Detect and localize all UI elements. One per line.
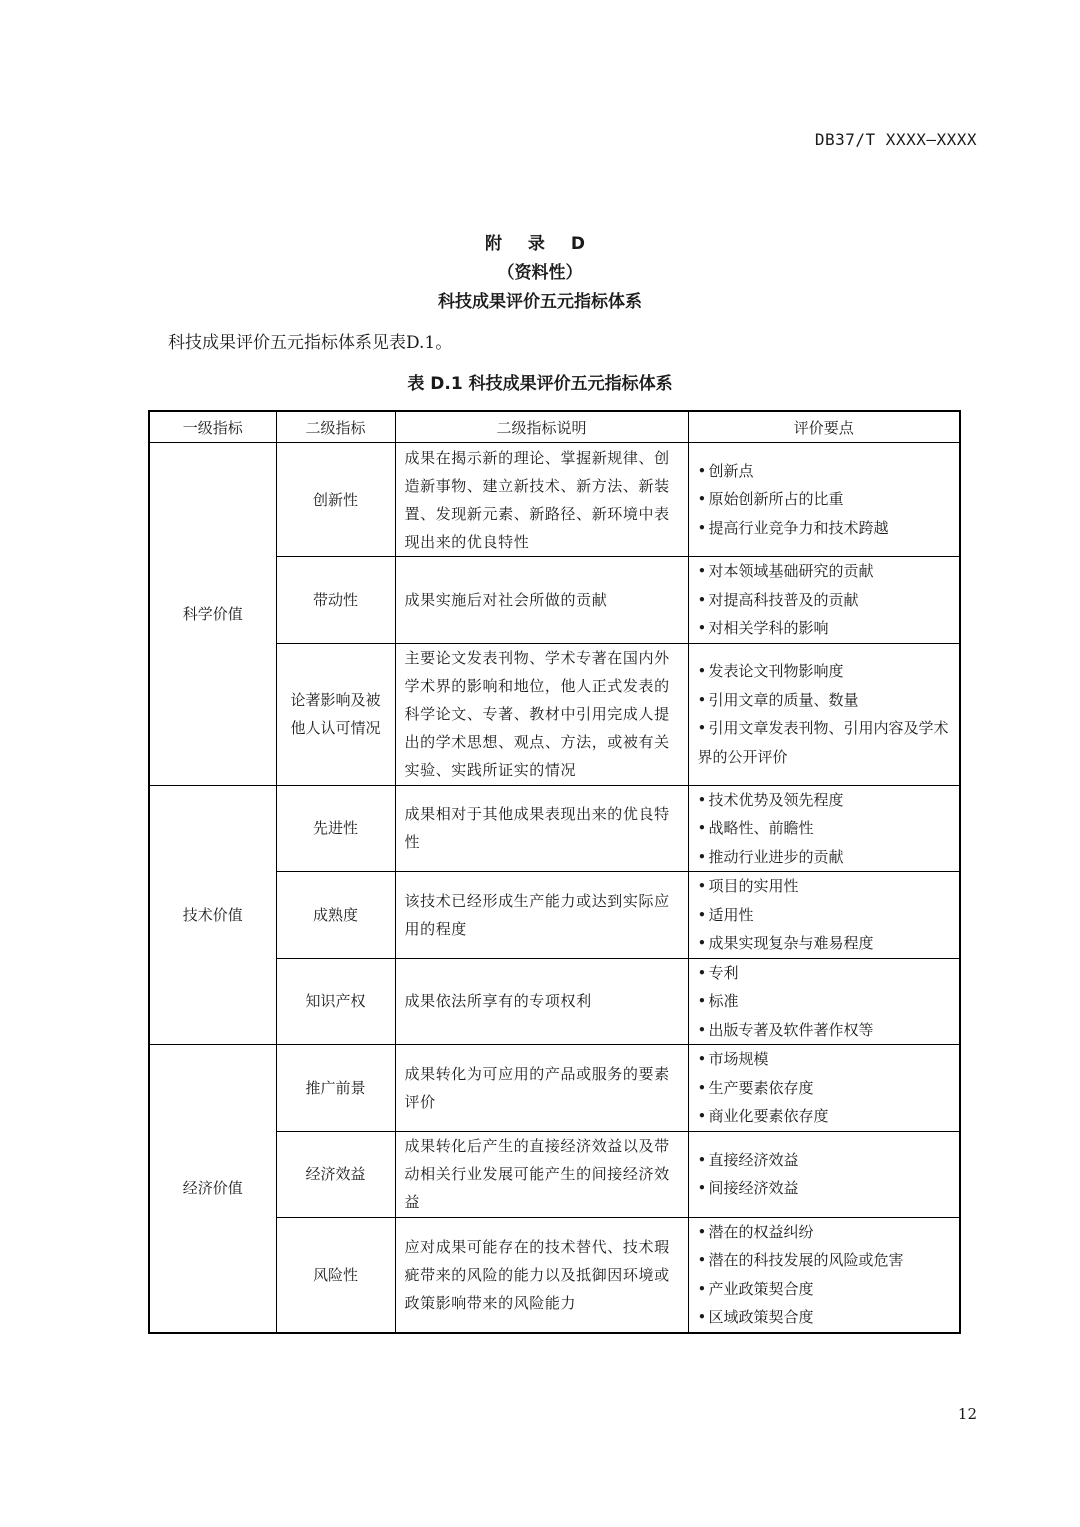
- bullet-icon: •: [697, 847, 707, 866]
- evaluation-point: [698, 557, 954, 586]
- bullet-icon: •: [697, 1179, 707, 1197]
- indicator-table: [148, 410, 961, 1334]
- bullet-icon: •: [697, 1020, 707, 1039]
- evaluation-point-text: 生产要素依存度: [708, 1078, 814, 1097]
- bullet-icon: •: [697, 1078, 707, 1097]
- indicator-description: 成果相对于其他成果表现出来的优良特性: [395, 785, 688, 872]
- evaluation-points: [688, 958, 960, 1045]
- evaluation-point: [698, 959, 954, 988]
- evaluation-point-text: 潜在的权益纠纷: [708, 1222, 814, 1241]
- bullet-icon: •: [697, 905, 707, 924]
- evaluation-point: [698, 1045, 954, 1074]
- bullet-icon: •: [697, 518, 707, 537]
- evaluation-point: [698, 1246, 954, 1275]
- evaluation-point: [698, 843, 954, 872]
- evaluation-point-text: 区域政策契合度: [708, 1308, 814, 1326]
- evaluation-point-text: 直接经济效益: [708, 1150, 799, 1169]
- evaluation-point: [698, 987, 954, 1016]
- bullet-icon: •: [697, 877, 707, 895]
- evaluation-point-text: 对本领域基础研究的贡献: [708, 562, 874, 580]
- indicator-description: 应对成果可能存在的技术替代、技术瑕疵带来的风险的能力以及抵御因环境或政策影响带来的风险能力: [395, 1217, 688, 1333]
- bullet-icon: •: [697, 719, 707, 737]
- evaluation-points: [688, 785, 960, 872]
- table-body: [149, 443, 960, 1333]
- indicator-description: 主要论文发表刊物、学术专著在国内外学术界的影响和地位，他人正式发表的科学论文、专著、教材中引用完成人提出的学术思想、观点、方法，或被有关实验、实践所证实的情况: [395, 643, 688, 785]
- evaluation-points: [688, 1131, 960, 1217]
- evaluation-point-text: 原始创新所占的比重: [708, 490, 844, 509]
- evaluation-point: [698, 714, 954, 771]
- level1-indicator: 科学价值: [149, 443, 276, 786]
- appendix-kind: （资料性）: [497, 263, 583, 283]
- indicator-description: 成果实施后对社会所做的贡献: [395, 557, 688, 644]
- bullet-icon: •: [697, 963, 707, 982]
- level2-indicator: 先进性: [276, 785, 395, 872]
- evaluation-points: [688, 1217, 960, 1333]
- header-points: 评价要点: [688, 411, 960, 443]
- evaluation-point-text: 技术优势及领先程度: [708, 790, 844, 809]
- evaluation-point-text: 市场规模: [708, 1050, 769, 1068]
- level2-indicator: 知识产权: [276, 958, 395, 1045]
- intro-paragraph: 科技成果评价五元指标体系见表D.1。: [168, 333, 453, 353]
- bullet-icon: •: [697, 1150, 707, 1169]
- evaluation-point-text: 战略性、前瞻性: [708, 819, 814, 837]
- evaluation-point-text: 成果实现复杂与难易程度: [708, 934, 874, 952]
- evaluation-point-text: 专利: [708, 963, 739, 982]
- bullet-icon: •: [697, 461, 707, 480]
- table-caption: 表 D.1 科技成果评价五元指标体系: [407, 374, 673, 394]
- indicator-description: 该技术已经形成生产能力或达到实际应用的程度: [395, 872, 688, 959]
- evaluation-points: [688, 643, 960, 785]
- evaluation-point: [698, 614, 954, 643]
- evaluation-point-text: 创新点: [708, 461, 754, 480]
- indicator-description: 成果依法所享有的专项权利: [395, 958, 688, 1045]
- evaluation-point-text: 产业政策契合度: [708, 1279, 814, 1298]
- evaluation-point-text: 提高行业竞争力和技术跨越: [708, 518, 889, 537]
- evaluation-points: [688, 443, 960, 557]
- table-header-row: [149, 411, 960, 443]
- bullet-icon: •: [697, 490, 707, 509]
- level2-indicator: 经济效益: [276, 1131, 395, 1217]
- evaluation-point-text: 引用文章的质量、数量: [708, 690, 859, 709]
- level2-indicator: 推广前景: [276, 1045, 395, 1132]
- bullet-icon: •: [697, 562, 707, 580]
- bullet-icon: •: [697, 1251, 707, 1269]
- bullet-icon: •: [697, 619, 707, 637]
- evaluation-point: [698, 1102, 954, 1131]
- appendix-title: 附 录 D: [485, 234, 595, 254]
- evaluation-point: [698, 514, 954, 543]
- evaluation-point: [698, 485, 954, 514]
- evaluation-point-text: 标准: [708, 992, 739, 1010]
- level1-indicator: 经济价值: [149, 1045, 276, 1333]
- table-row: [149, 785, 960, 872]
- bullet-icon: •: [697, 1050, 707, 1068]
- level2-indicator: 创新性: [276, 443, 395, 557]
- level2-indicator: 带动性: [276, 557, 395, 644]
- evaluation-point: [698, 929, 954, 958]
- evaluation-point-text: 项目的实用性: [708, 877, 799, 895]
- evaluation-point: [698, 1218, 954, 1247]
- evaluation-point: [698, 1275, 954, 1304]
- level2-indicator: 风险性: [276, 1217, 395, 1333]
- bullet-icon: •: [697, 1308, 707, 1326]
- evaluation-point: [698, 814, 954, 843]
- level2-indicator: 论著影响及被他人认可情况: [276, 643, 395, 785]
- evaluation-point-text: 商业化要素依存度: [708, 1107, 829, 1125]
- header-level2: 二级指标: [276, 411, 395, 443]
- evaluation-points: [688, 872, 960, 959]
- bullet-icon: •: [697, 790, 707, 809]
- bullet-icon: •: [697, 1279, 707, 1298]
- indicator-description: 成果在揭示新的理论、掌握新规律、创造新事物、建立新技术、新方法、新装置、发现新元素、新路径、新环境中表现出来的优良特性: [395, 443, 688, 557]
- evaluation-point-text: 对相关学科的影响: [708, 619, 829, 637]
- evaluation-point: [698, 786, 954, 815]
- evaluation-point-text: 间接经济效益: [708, 1179, 799, 1197]
- bullet-icon: •: [697, 934, 707, 952]
- page-number: 12: [957, 1405, 977, 1423]
- evaluation-point: [698, 1074, 954, 1103]
- level2-indicator: 成熟度: [276, 872, 395, 959]
- evaluation-point-text: 推动行业进步的贡献: [708, 847, 844, 866]
- bullet-icon: •: [697, 992, 707, 1010]
- evaluation-points: [688, 1045, 960, 1132]
- evaluation-point: [698, 686, 954, 715]
- level1-indicator: 技术价值: [149, 785, 276, 1045]
- evaluation-point: [698, 872, 954, 901]
- bullet-icon: •: [697, 1222, 707, 1241]
- evaluation-point: [698, 1016, 954, 1045]
- evaluation-point-text: 潜在的科技发展的风险或危害: [708, 1251, 904, 1269]
- indicator-description: 成果转化为可应用的产品或服务的要素评价: [395, 1045, 688, 1132]
- evaluation-point-text: 发表论文刊物影响度: [708, 662, 844, 680]
- bullet-icon: •: [697, 819, 707, 837]
- evaluation-point-text: 出版专著及软件著作权等: [708, 1020, 874, 1039]
- evaluation-point: [698, 657, 954, 686]
- table-row: [149, 1045, 960, 1132]
- bullet-icon: •: [697, 690, 707, 709]
- header-description: 二级指标说明: [395, 411, 688, 443]
- evaluation-point: [698, 1174, 954, 1203]
- evaluation-point: [698, 586, 954, 615]
- indicator-description: 成果转化后产生的直接经济效益以及带动相关行业发展可能产生的间接经济效益: [395, 1131, 688, 1217]
- evaluation-point-text: 适用性: [708, 905, 754, 924]
- bullet-icon: •: [697, 662, 707, 680]
- bullet-icon: •: [697, 1107, 707, 1125]
- evaluation-point: [698, 901, 954, 930]
- evaluation-point-text: 引用文章发表刊物、引用内容及学术界的公开评价: [697, 719, 949, 766]
- evaluation-points: [688, 557, 960, 644]
- evaluation-point-text: 对提高科技普及的贡献: [708, 590, 859, 609]
- evaluation-point: [698, 1303, 954, 1332]
- document-number: DB37/T XXXX—XXXX: [814, 130, 977, 149]
- evaluation-point: [698, 1146, 954, 1175]
- evaluation-point: [698, 457, 954, 486]
- table-row: [149, 443, 960, 557]
- bullet-icon: •: [697, 590, 707, 609]
- header-level1: 一级指标: [149, 411, 276, 443]
- appendix-subject: 科技成果评价五元指标体系: [438, 292, 642, 312]
